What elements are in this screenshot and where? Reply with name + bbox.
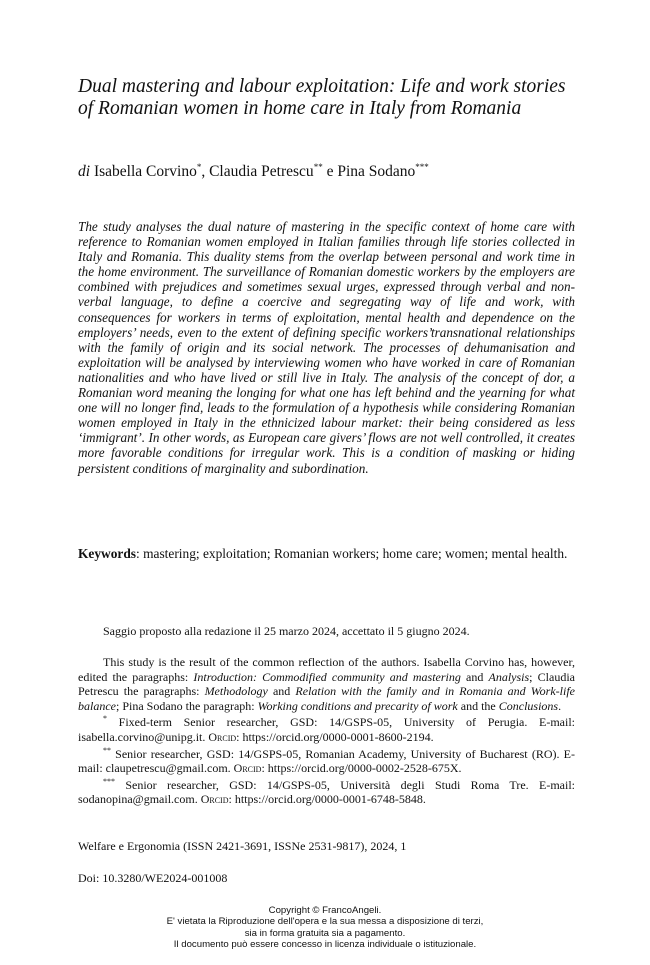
- keywords-label: Keywords: [78, 546, 137, 561]
- author-prefix: di: [78, 163, 91, 180]
- footnote-corvino: * Fixed-term Senior researcher, GSD: 14/GSPS-05, University of Perugia. E-mail: isabella.corvino@unipg.it. Orcid: https://orcid.org/0000-0001-8600-2194.: [78, 714, 575, 744]
- keywords-text: : mastering; exploitation; Romanian workers; home care; women; mental health.: [136, 546, 568, 561]
- copyright-notice: [0, 905, 650, 950]
- author-separator: e: [322, 163, 338, 180]
- author-sodano-mark: ***: [415, 162, 429, 172]
- author-separator: ,: [201, 163, 210, 180]
- author-corvino-mark: *: [196, 162, 202, 172]
- footnote-sodano: *** Senior researcher, GSD: 14/GSPS-05, Università degli Studi Roma Tre. E-mail: sodanopina@gmail.com. Orcid: https://orcid.org/0000-0001-6748-5848.: [78, 776, 575, 807]
- doi: Doi: 10.3280/WE2024-001008: [78, 871, 228, 885]
- article-title: Dual mastering and labour exploitation: Life and work stories of Romanian women in home care in Italy from Romania: [78, 76, 566, 119]
- author-notes: [78, 655, 575, 807]
- keywords: [78, 546, 575, 562]
- contribution-note: This study is the result of the common reflection of the authors. Isabella Corvino has, however, edited the paragraphs: Introduction: Commodified community and mastering and Analysis; Claudia Petrescu the paragraphs: Methodology and Relation with the family and in Romania and Work-life balance; Pina Sodano the paragraph: Working conditions and precarity of work and the Conclusions.: [78, 655, 575, 713]
- copyright-line: E' vietata la Riproduzione dell'opera e la sua messa a disposizione di terzi,: [166, 916, 484, 928]
- journal-citation: Welfare e Ergonomia (ISSN 2421-3691, ISSNe 2531-9817), 2024, 1: [78, 839, 407, 853]
- author-petrescu: Claudia Petrescu: [209, 163, 314, 180]
- copyright-line: Copyright © FrancoAngeli.: [268, 905, 382, 916]
- copyright-line: sia in forma gratuita sia a pagamento.: [244, 927, 406, 939]
- author-petrescu-mark: **: [313, 162, 323, 172]
- author-sodano: Pina Sodano: [337, 163, 416, 180]
- copyright-line: Il documento può essere concesso in licenza individuale o istituzionale.: [173, 938, 477, 950]
- author-line: [78, 162, 578, 182]
- author-corvino: Isabella Corvino: [93, 163, 197, 180]
- footnote-petrescu: ** Senior researcher, GSD: 14/GSPS-05, Romanian Academy, University of Bucharest (RO). E-mail: claupetrescu@gmail.com. Orcid: https://orcid.org/0000-0002-2528-675X.: [78, 745, 575, 776]
- abstract: The study analyses the dual nature of mastering in the specific context of home care with reference to Romanian women employed in Italian families through life stories collected in Italy and Romania. This duality stems from the overlap between personal and work time in the home environment. The surveillance of Romanian domestic workers by the employers are combined with prejudices and sometimes sexual urges, expressed through verbal and non-verbal language, to define a coercive and segregating way of life and work, with consequences for workers in terms of exploitation, mental health and dependence on the employers’ needs, even to the extent of defining specific workers’transnational relationships with the family of origin and its social network. The processes of dehumanisation and exploitation will be analysed by interviewing women who have worked in care of Romanian nationalities and who have lived or still live in Italy. The analysis of the concept of dor, a Romanian word meaning the longing for what one has left behind and the yearning for what one will no longer find, leads to the formulation of a hypothesis while considering Romanian women employed in Italy in the ethnicized labour market: their being considered as less ‘immigrant’. In other words, as European care givers’ flows are not well controlled, it creates more favorable conditions for irregular work. This is a condition of masking or hiding persistent conditions of marginality and subordination.: [78, 219, 575, 476]
- submission-note: Saggio proposto alla redazione il 25 marzo 2024, accettato il 5 giugno 2024.: [103, 624, 470, 638]
